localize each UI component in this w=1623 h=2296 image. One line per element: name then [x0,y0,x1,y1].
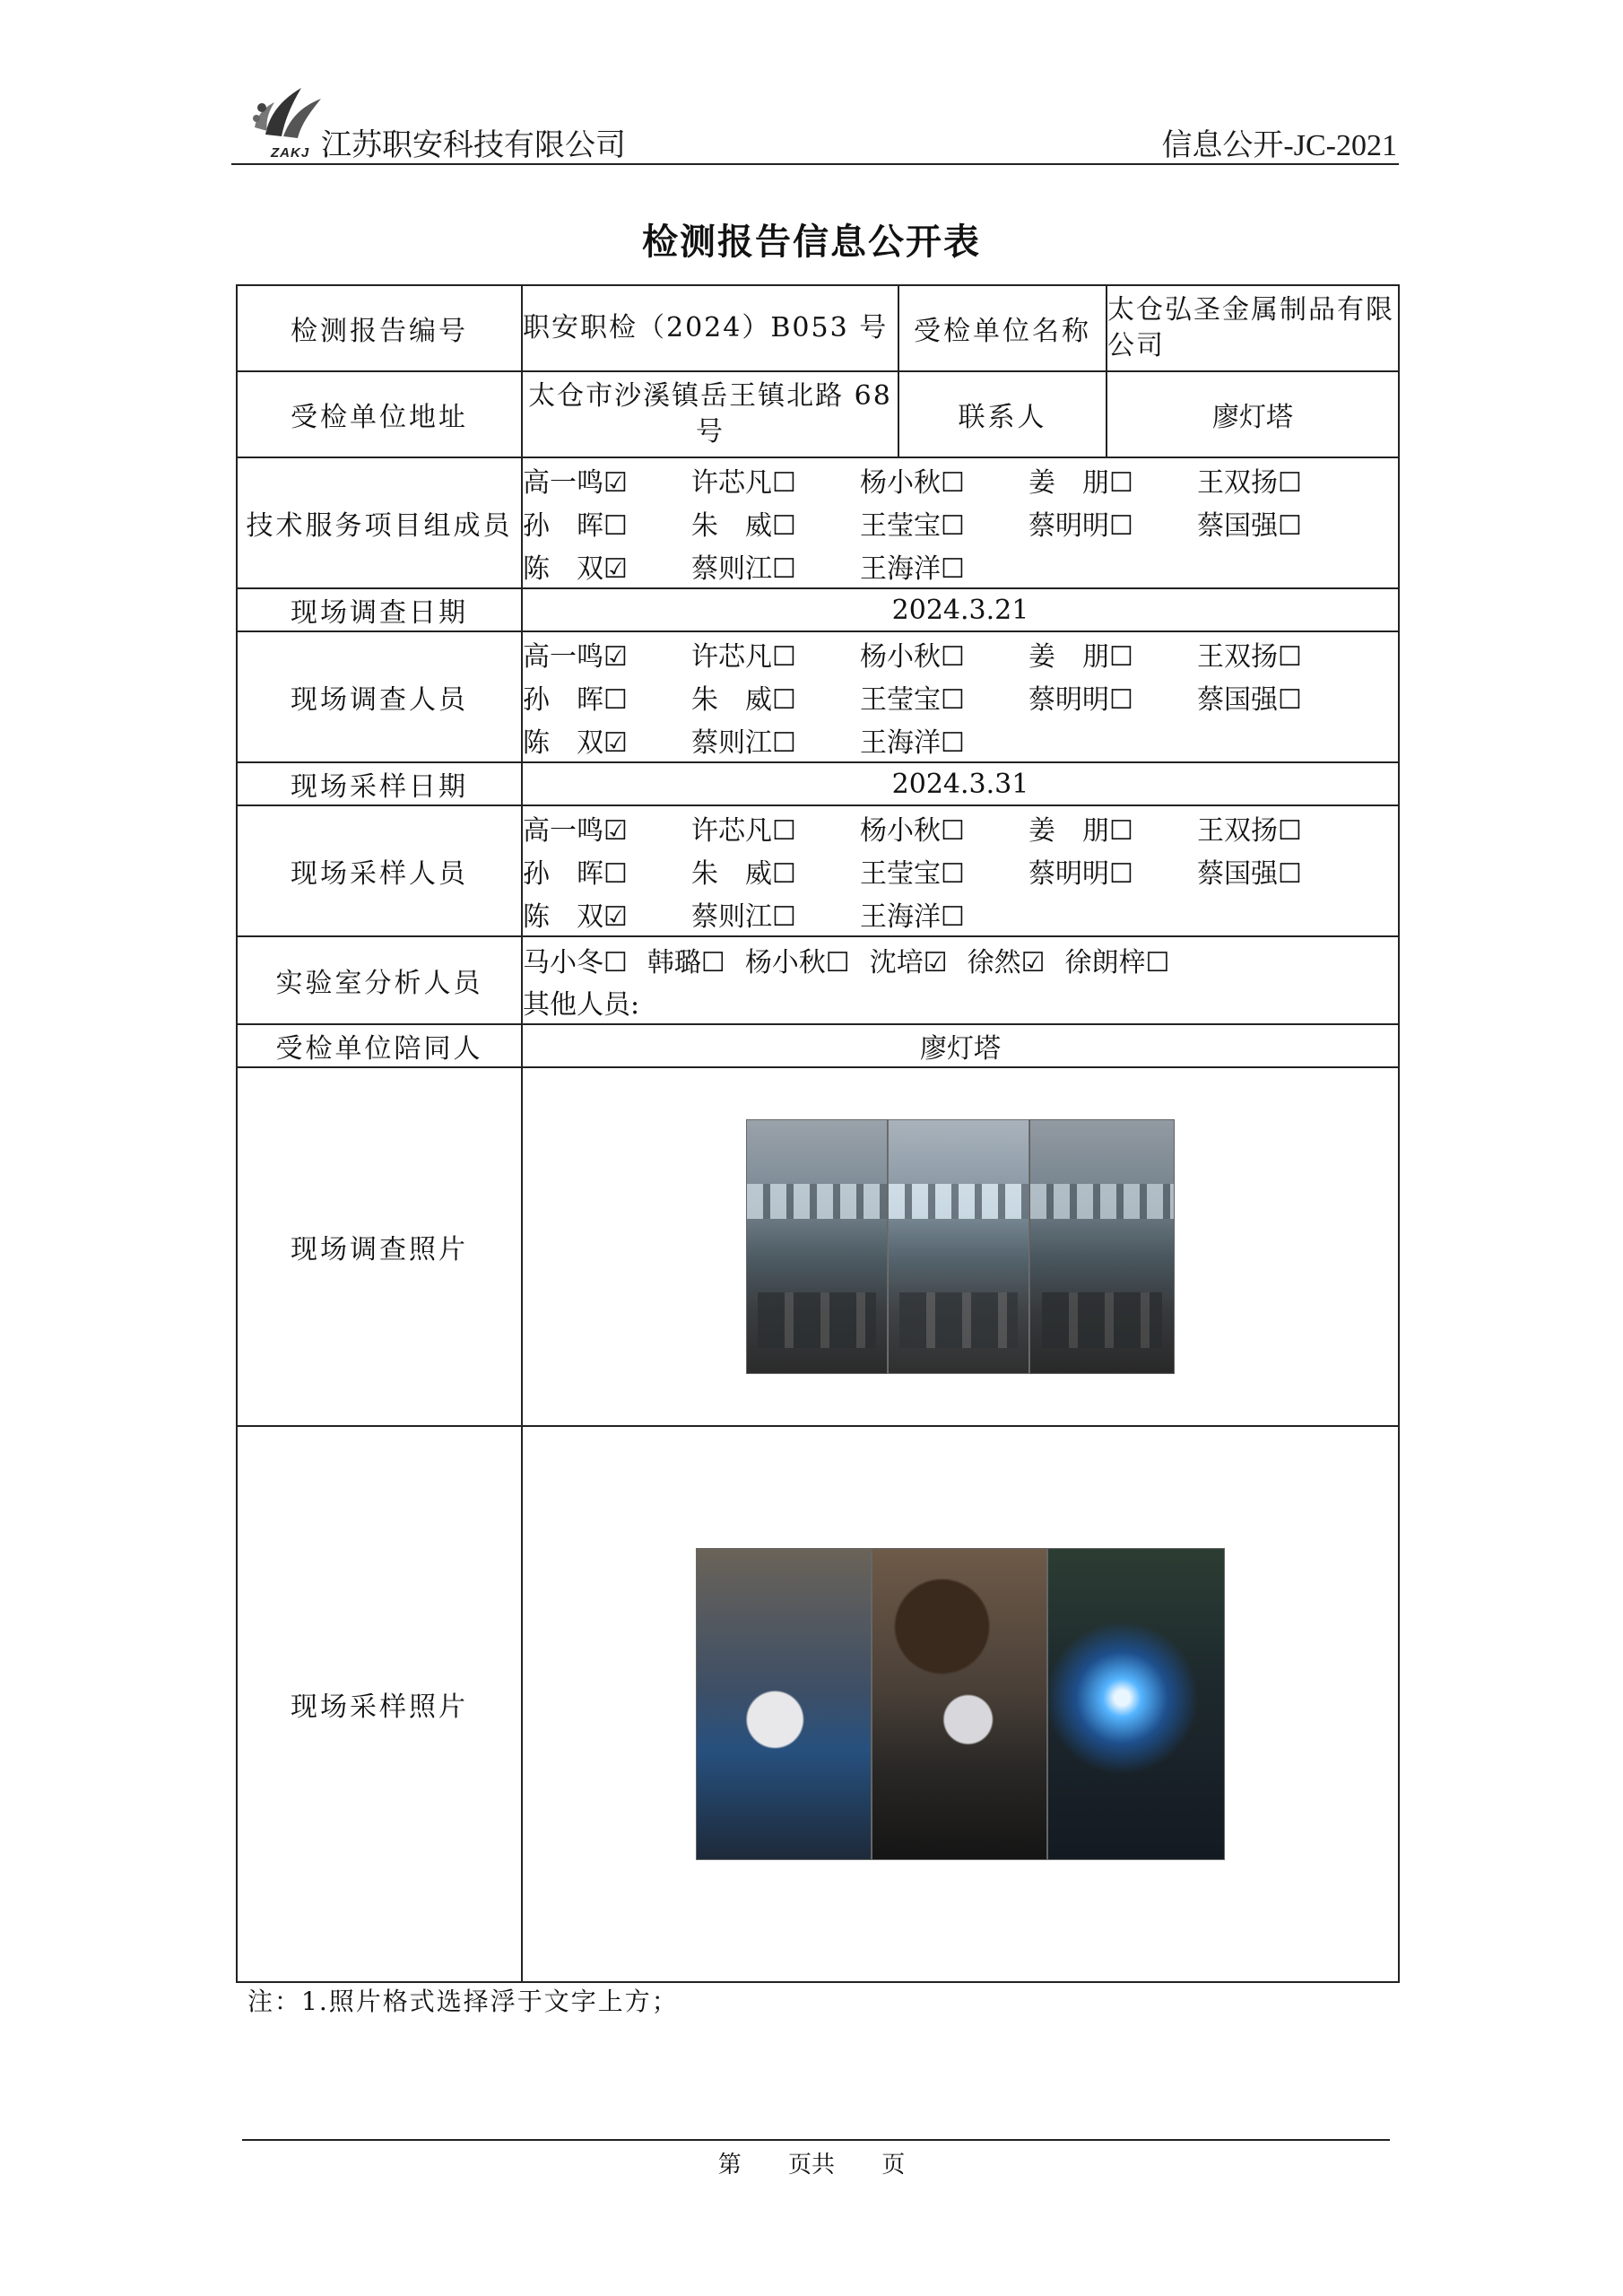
footer-end-label: 页 [881,2152,906,2179]
staff-member: 王海洋☐ [860,901,965,933]
report-no-label: 检测报告编号 [237,285,522,371]
other-staff-label: 其他人员: [523,989,640,1021]
name-line [523,544,1398,587]
row-report-no [237,285,1399,371]
name-line [523,675,1398,718]
staff-member: 蔡明明☐ [1028,684,1133,716]
staff-member: 高一鸣☑ [523,641,628,673]
sampling-date-label: 现场采样日期 [237,762,522,805]
sampling-photo-strip [523,1548,1398,1860]
team-member: 杨小秋☐ [860,467,965,499]
staff-member: 高一鸣☑ [523,815,628,847]
escort-label: 受检单位陪同人 [237,1024,522,1067]
name-line [523,938,1398,981]
footer-page-label: 第 [717,2152,742,2179]
staff-member: 陈 双☑ [523,727,628,759]
survey-photo [888,1119,1029,1374]
name-line [523,458,1398,501]
name-line [523,632,1398,675]
survey-photos-label: 现场调查照片 [237,1067,522,1426]
lab-member: 马小冬☐ [523,947,628,978]
name-line [523,718,1398,761]
footnote: 注：1.照片格式选择浮于文字上方； [247,1987,679,2016]
team-member: 许芯凡☐ [691,467,796,499]
sampling-photos-cell [522,1426,1399,1982]
team-member: 姜 朋☐ [1028,467,1133,499]
survey-date-label: 现场调查日期 [237,588,522,631]
lab-staff-label: 实验室分析人员 [237,936,522,1024]
staff-member: 朱 威☐ [691,684,796,716]
lab-member: 徐然☑ [967,947,1046,978]
survey-staff-label: 现场调查人员 [237,631,522,762]
lab-member: 沈培☑ [869,947,948,978]
staff-member: 王海洋☐ [860,727,965,759]
contact-value: 廖灯塔 [1107,371,1399,457]
row-team [237,457,1399,588]
staff-member: 蔡国强☐ [1197,858,1302,890]
sampling-photo [1047,1548,1225,1860]
survey-photo [1029,1119,1175,1374]
row-survey-photos [237,1067,1399,1426]
staff-member: 杨小秋☐ [860,815,965,847]
row-sampling-staff [237,805,1399,936]
sampling-photo [872,1548,1047,1860]
footer-mid-label: 页共 [787,2152,835,2179]
team-names [522,457,1399,588]
name-line [523,849,1398,892]
company-logo: ZAKJ [247,72,328,165]
unit-name-value: 太仓弘圣金属制品有限公司 [1107,285,1399,371]
survey-date-value: 2024.3.21 [522,588,1399,631]
staff-member: 蔡则江☐ [691,727,796,759]
sampling-photos-label: 现场采样照片 [237,1426,522,1982]
page-footer [0,2146,1623,2179]
team-member: 孙 晖☐ [523,510,628,542]
row-survey-staff [237,631,1399,762]
row-sampling-date [237,762,1399,805]
team-member: 陈 双☑ [523,553,628,585]
team-member: 朱 威☐ [691,510,796,542]
survey-photo-strip [523,1119,1398,1374]
staff-member: 许芯凡☐ [691,815,796,847]
sampling-staff-label: 现场采样人员 [237,805,522,936]
lab-member: 韩璐☐ [647,947,725,978]
name-line [523,892,1398,935]
team-member: 蔡国强☐ [1197,510,1302,542]
staff-member: 蔡国强☐ [1197,684,1302,716]
row-lab-staff [237,936,1399,1024]
staff-member: 许芯凡☐ [691,641,796,673]
staff-member: 姜 朋☐ [1028,641,1133,673]
staff-member: 王双扬☐ [1197,815,1302,847]
escort-value: 廖灯塔 [522,1024,1399,1067]
sampling-date-value: 2024.3.31 [522,762,1399,805]
document-code: 信息公开-JC-2021 [1161,129,1397,162]
team-member: 高一鸣☑ [523,467,628,499]
lab-member: 徐朗梓☐ [1064,947,1170,978]
survey-staff-names [522,631,1399,762]
survey-photo [746,1119,888,1374]
team-member: 王海洋☐ [860,553,965,585]
report-table [236,284,1400,1983]
unit-address-label: 受检单位地址 [237,371,522,457]
logo-leaf-icon [247,72,328,152]
row-survey-date [237,588,1399,631]
page-title: 检测报告信息公开表 [642,221,981,263]
staff-member: 王莹宝☐ [860,858,965,890]
unit-address-value: 太仓市沙溪镇岳王镇北路 68 号 [522,371,898,457]
name-line [523,806,1398,849]
row-escort [237,1024,1399,1067]
sampling-photo [696,1548,872,1860]
report-no-value: 职安职检（2024）B053 号 [522,285,898,371]
staff-member: 杨小秋☐ [860,641,965,673]
contact-label: 联系人 [898,371,1107,457]
team-member: 蔡明明☐ [1028,510,1133,542]
team-member: 王双扬☐ [1197,467,1302,499]
staff-member: 姜 朋☐ [1028,815,1133,847]
team-member: 王莹宝☐ [860,510,965,542]
staff-member: 王莹宝☐ [860,684,965,716]
staff-member: 陈 双☑ [523,901,628,933]
row-unit-address [237,371,1399,457]
sampling-staff-names [522,805,1399,936]
staff-member: 孙 晖☐ [523,684,628,716]
page-header [231,70,1399,169]
staff-member: 朱 威☐ [691,858,796,890]
footer-divider [242,2139,1390,2141]
survey-photos-cell [522,1067,1399,1426]
unit-name-label: 受检单位名称 [898,285,1107,371]
team-member: 蔡则江☐ [691,553,796,585]
row-sampling-photos [237,1426,1399,1982]
staff-member: 蔡明明☐ [1028,858,1133,890]
lab-staff-names [522,936,1399,1024]
lab-member: 杨小秋☐ [744,947,850,978]
team-label: 技术服务项目组成员 [237,457,522,588]
name-line [523,501,1398,544]
staff-member: 王双扬☐ [1197,641,1302,673]
company-name: 江苏职安科技有限公司 [321,127,626,163]
staff-member: 蔡则江☐ [691,901,796,933]
staff-member: 孙 晖☐ [523,858,628,890]
header-divider [231,163,1399,165]
